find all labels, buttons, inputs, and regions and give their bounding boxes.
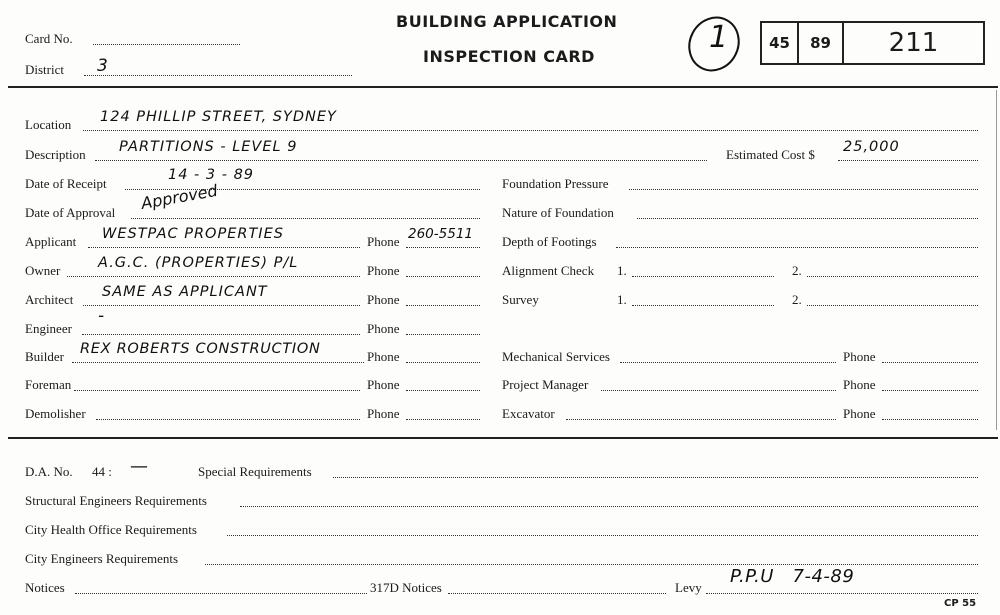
demolisher-phone-line[interactable] [406,419,480,420]
demolisher-line[interactable] [96,419,360,420]
builder-line[interactable] [72,362,364,363]
foreman-line[interactable] [74,390,360,391]
estimated-cost-value: 25,000 [843,139,900,155]
date-of-approval-line[interactable] [131,218,480,219]
ref-box-1: 45 [760,21,799,65]
builder-value: REX ROBERTS CONSTRUCTION [80,341,321,357]
applicant-value: WESTPAC PROPERTIES [102,226,284,242]
engineer-line[interactable] [82,334,360,335]
description-line[interactable] [95,160,707,161]
special-requirements-label: Special Requirements [198,464,312,479]
structural-requirements-line[interactable] [240,506,978,507]
mechanical-services-phone-line[interactable] [882,362,978,363]
engineer-label: Engineer [25,321,72,336]
notices-label: Notices [25,580,65,595]
excavator-line[interactable] [566,419,836,420]
builder-label: Builder [25,349,64,364]
date-of-approval-label: Date of Approval [25,205,116,220]
alignment-check-two-line[interactable] [807,276,978,277]
depth-of-footings-line[interactable] [616,247,978,248]
health-requirements-line[interactable] [227,535,978,536]
date-of-receipt-value: 14 - 3 - 89 [168,167,255,183]
district-label: District [25,62,64,77]
applicant-phone-label: Phone [367,234,400,249]
levy-value: P.P.U 7-4-89 [730,566,855,587]
applicant-label: Applicant [25,234,77,249]
alignment-check-one-line[interactable] [632,276,774,277]
excavator-label: Excavator [502,406,555,421]
applicant-phone-value: 260-5511 [408,226,473,242]
da-no-label: D.A. No. [25,464,73,479]
description-label: Description [25,147,86,162]
right-edge [996,90,997,430]
survey-one-label: 1. [617,292,627,307]
estimated-cost-label: Estimated Cost $ [726,147,815,162]
city-engineers-requirements-line[interactable] [205,564,978,565]
project-manager-label: Project Manager [502,377,589,392]
notices-317d-label: 317D Notices [370,580,442,595]
da-no-value: 44 : [92,464,112,479]
city-engineers-requirements-label: City Engineers Requirements [25,551,179,566]
card-no-line[interactable] [93,44,240,45]
da-no-dash: — [130,456,149,477]
survey-one-line[interactable] [632,305,774,306]
ref-box-2: 89 [797,21,844,65]
survey-two-line[interactable] [807,305,978,306]
form-title-line1: BUILDING APPLICATION [396,12,618,31]
notices-317d-line[interactable] [448,593,666,594]
mechanical-services-label: Mechanical Services [502,349,610,364]
foreman-phone-line[interactable] [406,390,480,391]
levy-line[interactable] [706,593,978,594]
foreman-label: Foreman [25,377,72,392]
owner-phone-label: Phone [367,263,400,278]
applicant-line[interactable] [88,247,360,248]
card-no-label: Card No. [25,31,73,46]
mechanical-services-phone-label: Phone [843,349,876,364]
architect-line[interactable] [83,305,360,306]
health-requirements-label: City Health Office Requirements [25,522,197,537]
mechanical-services-line[interactable] [620,362,836,363]
levy-label: Levy [675,580,702,595]
survey-two-label: 2. [792,292,802,307]
depth-of-footings-label: Depth of Footings [502,234,597,249]
form-title-line2: INSPECTION CARD [423,47,595,66]
owner-line[interactable] [67,276,360,277]
structural-requirements-label: Structural Engineers Requirements [25,493,207,508]
architect-label: Architect [25,292,74,307]
alignment-check-two-label: 2. [792,263,802,278]
location-line[interactable] [83,130,978,131]
foundation-pressure-line[interactable] [629,189,978,190]
project-manager-phone-line[interactable] [882,390,978,391]
engineer-value: - [98,306,106,326]
special-requirements-line[interactable] [333,477,978,478]
owner-label: Owner [25,263,61,278]
location-value: 124 PHILLIP STREET, SYDNEY [100,109,337,125]
survey-label: Survey [502,292,539,307]
owner-phone-line[interactable] [406,276,480,277]
date-of-approval-value: Approved [139,180,219,213]
circled-mark-value: 1 [709,20,730,55]
architect-value: SAME AS APPLICANT [102,284,268,300]
excavator-phone-label: Phone [843,406,876,421]
project-manager-phone-label: Phone [843,377,876,392]
applicant-phone-line[interactable] [406,247,480,248]
date-of-receipt-label: Date of Receipt [25,176,107,191]
ref-box-3: 211 [842,21,985,65]
project-manager-line[interactable] [601,390,836,391]
estimated-cost-line[interactable] [838,160,978,161]
alignment-check-one-label: 1. [617,263,627,278]
foundation-pressure-label: Foundation Pressure [502,176,609,191]
description-value: PARTITIONS - LEVEL 9 [119,139,298,155]
demolisher-phone-label: Phone [367,406,400,421]
district-value: 3 [97,56,109,76]
section-divider [8,437,998,439]
demolisher-label: Demolisher [25,406,86,421]
engineer-phone-line[interactable] [406,334,480,335]
form-code: CP 55 [944,598,977,609]
nature-of-foundation-label: Nature of Foundation [502,205,614,220]
builder-phone-label: Phone [367,349,400,364]
nature-of-foundation-line[interactable] [637,218,978,219]
excavator-phone-line[interactable] [882,419,978,420]
architect-phone-label: Phone [367,292,400,307]
engineer-phone-label: Phone [367,321,400,336]
builder-phone-line[interactable] [406,362,480,363]
header-divider [8,86,998,88]
architect-phone-line[interactable] [406,305,480,306]
foreman-phone-label: Phone [367,377,400,392]
notices-line[interactable] [75,593,367,594]
alignment-check-label: Alignment Check [502,263,595,278]
owner-value: A.G.C. (PROPERTIES) P/L [98,255,299,271]
location-label: Location [25,117,72,132]
district-line[interactable] [84,75,352,76]
